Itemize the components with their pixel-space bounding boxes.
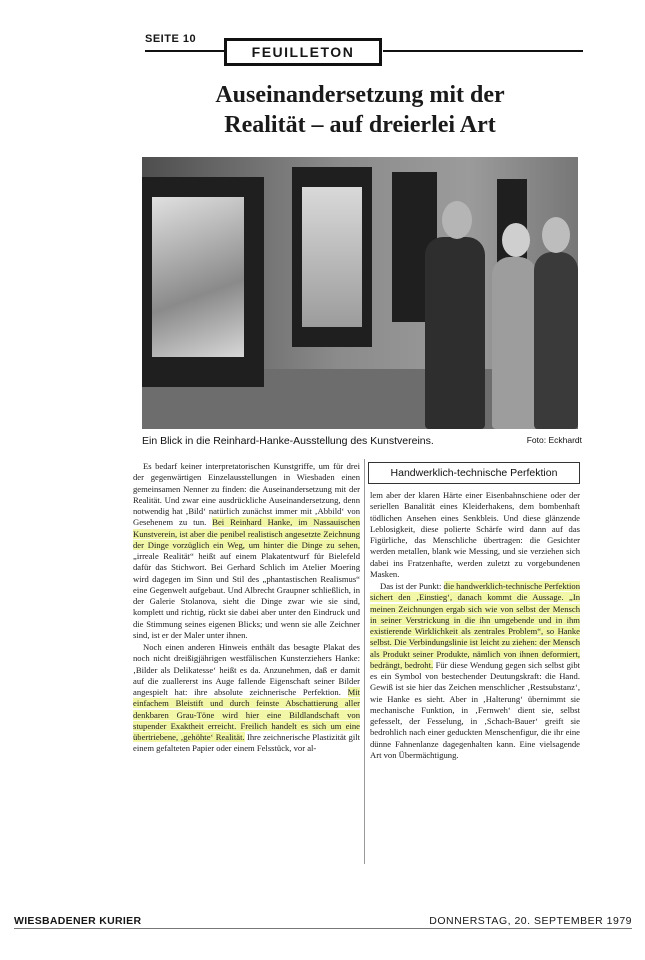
exhibition-photo (142, 157, 578, 429)
photo-credit: Foto: Eckhardt (526, 435, 582, 445)
section-title: FEUILLETON (224, 38, 382, 66)
paragraph (370, 581, 580, 761)
column-divider (364, 459, 365, 864)
newspaper-name: WIESBADENER KURIER (14, 915, 142, 927)
header-rule-right (383, 50, 583, 52)
paragraph (370, 490, 580, 580)
footer-rule (14, 928, 632, 929)
visitor-figure (534, 252, 578, 429)
text-run: Ihre zeichnerische Plastizität gilt einem gefalteten Papier oder einem Felsstück, vor al- (133, 732, 360, 754)
text-run: „irreale Realität“ heißt auf einem Plakatentwurf für Bielefeld dafür das Stichwort. Bei Gerhard Schlich im Atelier Moering wird dagegen im Sinn und Stil des „phantastischen Realismus“ eine Gegenwelt aufgebaut. Und Albrecht Graupner schließlich, in der Galerie Stolanova, sieht die Dinge zwar wie sie sind, komplett und richtig, rückt sie dabei aber unter den Eindruck und die Stimmung seines eigenen Blicks; und wenn sie alle Zeichner sind, ist er der Maler unter ihnen. (133, 551, 360, 640)
headline (140, 80, 580, 140)
artwork (152, 197, 244, 357)
text-run: Noch einen anderen Hinweis enthält das besagte Plakat des noch nicht dreißigjährigen westfälischen Kunsterziehers Hanke: ‚Bilder als Delikatesse‘ heißt es da. Anzunehmen, daß er damit auf die zuallererst ins Auge fallende Eigenschaft seiner Bilder angespielt hat: ihre absolute zeichnerische Perfektion. (133, 642, 360, 697)
visitor-head (542, 217, 570, 253)
paragraph (133, 461, 360, 641)
issue-date: DONNERSTAG, 20. SEPTEMBER 1979 (429, 915, 632, 927)
highlighted-text: Mit einfachem Bleistift und durch feinste Abschattierung aller denkbaren Grau-Töne wird hier eine Bildlandschaft von stupender Exaktheit erreicht. Freilich handelt es sich um eine übertriebene, ‚gehöhte‘ Realität. (133, 687, 360, 742)
artwork (302, 187, 362, 327)
article-column-2 (370, 490, 580, 761)
header-rule-left (145, 50, 225, 52)
text-run: Das ist der Punkt: (380, 581, 442, 591)
article-column-1 (133, 461, 360, 755)
text-run: Für diese Wendung gegen sich selbst gibt es ein Symbol von bestechender Deutungskraft: die Hand. Gewiß ist sie hier das Zeichen menschlicher ‚Restsubstanz‘, wie Hanke es sieht. Aber in ‚Halterung‘ übernimmt sie mechanische Funktion, in ‚Fernweh‘ dient sie, selbst gefesselt, der Fesselung, in ‚Schach-Bauer‘ greift sie bedrohlich nach einer geduckten Menschenfigur, die ihr eine dünne Fahnenlanze dagegenhalten kann. Eine vielsagende Art von Übermächtigung. (370, 659, 581, 760)
caption-text: Ein Blick in die Reinhard-Hanke-Ausstellung des Kunstvereins. (142, 435, 434, 447)
visitor-head (442, 201, 472, 239)
text-run: lem aber der klaren Härte einer Eisenbahnschiene oder der seriellen Banalität eines Kleiderhakens, dem bombenhaft tödlichen Ansehen eines Senkbleis. Und diese glänzende Leblosigkeit, diese polierte Schärfe wird dann auf das Figürliche, das Menschliche übertragen: die Gesichter werden metallen, blank wie Messing, und sie verziehen sich dabei ins Fratzenhafte, werden zuletzt zu vorgebundenen Masken. (370, 490, 580, 579)
text-run: Es bedarf keiner interpretatorischen Kunstgriffe, um für drei der gegenwärtigen Einzelausstellungen in Wiesbaden einen gemeinsamen Nenner zu finden: die Auseinandersetzung mit der Realität. Und zwar eine ausdrückliche Auseinandersetzung, denn notwendig hat ‚Bild‘ natürlich zunächst immer mit ‚Abbild‘ von Gesehenem zu tun. (133, 461, 360, 528)
page-number: SEITE 10 (145, 33, 197, 45)
paragraph (133, 642, 360, 755)
visitor-head (502, 223, 530, 257)
photo-caption (142, 435, 582, 447)
visitor-figure (425, 237, 485, 429)
headline-line-2: Realität – auf dreierlei Art (224, 112, 496, 138)
subheadline: Handwerklich-technische Perfektion (368, 462, 580, 484)
headline-line-1: Auseinandersetzung mit der (215, 82, 505, 108)
visitor-figure (492, 257, 537, 429)
highlighted-text: die handwerklich-technische Perfektion sichert den ‚Einstieg‘, danach kommt die Aussage. „In meinen Zeichnungen ergab sich wie von selbst der Mensch in seiner Verstrickung in die ihn umgebende und in ihm existierende Wirklichkeit als zentrales Problem“, so Hanke selbst. Die Verbindungslinie ist leicht zu ziehen: der Mensch als Produkt seiner Produkte, nämlich von ihnen deformiert, bedrängt, bedroht. (370, 581, 581, 670)
highlighted-text: Bei Reinhard Hanke, im Nassauischen Kunstverein, ist aber die penibel realistisch angesetzte Zeichnung der Dinge vorzüglich ein Weg, um hinter die Dinge zu sehen, (133, 517, 361, 550)
